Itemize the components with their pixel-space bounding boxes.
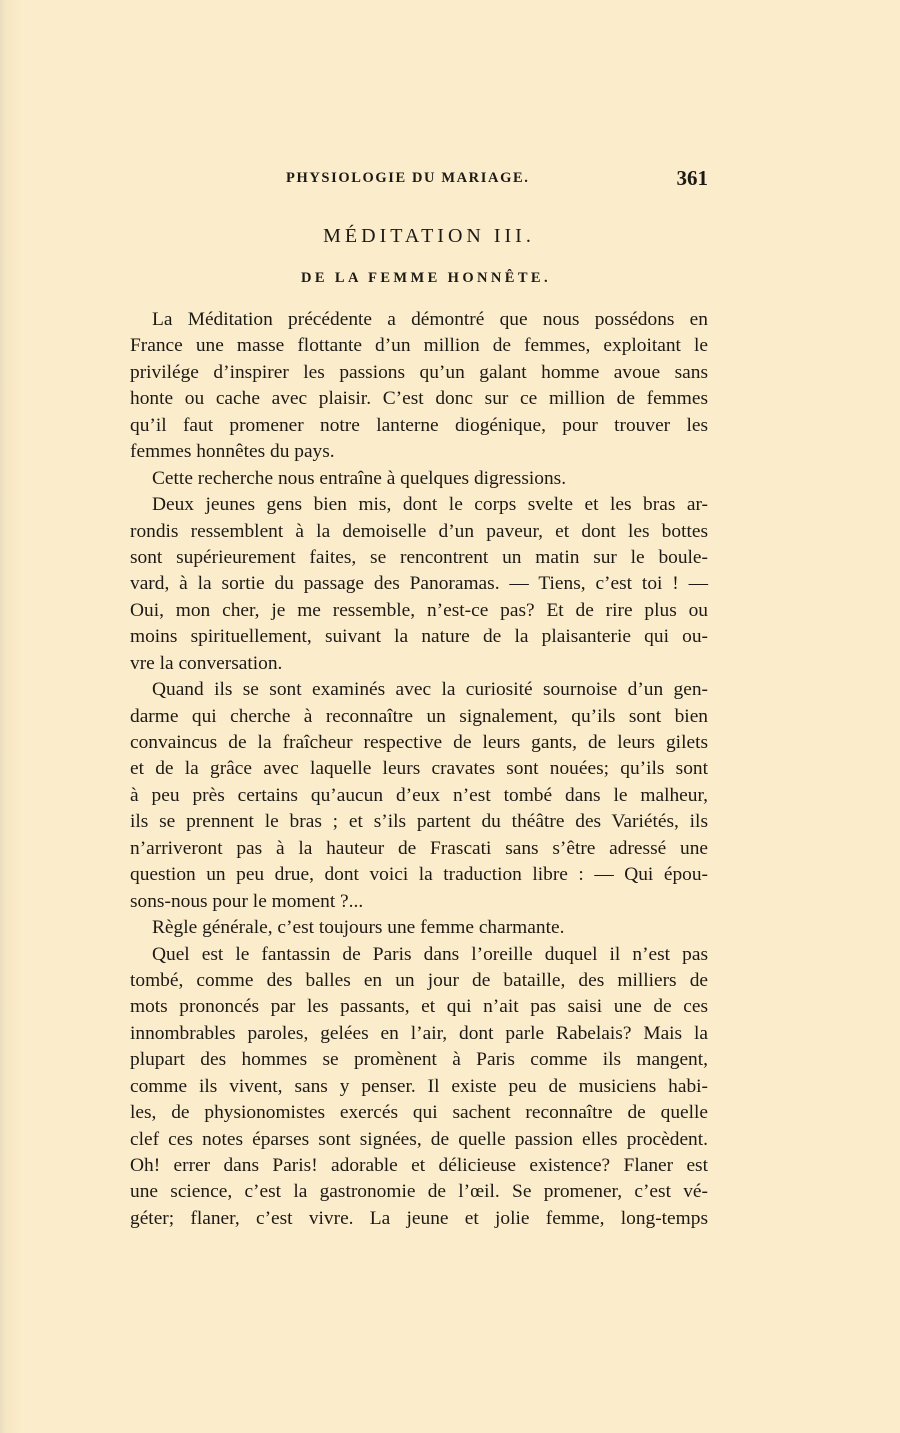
text-line: comme ils vivent, sans y penser. Il existe peu de musiciens habi-: [130, 1075, 708, 1097]
text-line: qu’il faut promener notre lanterne diogénique, pour trouver les: [130, 414, 708, 436]
text-line: sont supérieurement faites, se rencontrent un matin sur le boule-: [130, 546, 708, 568]
text-line: Oui, mon cher, je me ressemble, n’est-ce pas? Et de rire plus ou: [130, 599, 708, 621]
text-line: Cette recherche nous entraîne à quelques digressions.: [152, 467, 567, 489]
text-line: La Méditation précédente a démontré que nous possédons en: [152, 309, 708, 330]
page-binding-edge: [0, 0, 22, 1433]
paragraph: [130, 677, 708, 915]
paragraph: [130, 307, 708, 466]
body-text: [130, 307, 708, 1232]
text-line: Règle générale, c’est toujours une femme charmante.: [152, 917, 565, 939]
text-line: moins spirituellement, suivant la nature de la plaisanterie qui ou-: [130, 626, 708, 648]
text-line: vard, à la sortie du passage des Panoramas. — Tiens, c’est toi ! —: [130, 573, 708, 595]
text-line: et de la grâce avec laquelle leurs cravates sont nouées; qu’ils sont: [130, 758, 708, 780]
text-line: question un peu drue, dont voici la traduction libre : — Qui épou-: [130, 864, 708, 886]
text-line: géter; flaner, c’est vivre. La jeune et jolie femme, long-temps: [130, 1207, 708, 1229]
running-title: PHYSIOLOGIE DU MARIAGE.: [286, 170, 530, 186]
paragraph: [130, 915, 708, 941]
text-line: Deux jeunes gens bien mis, dont le corps svelte et les bras ar-: [152, 494, 708, 516]
text-line: sons-nous pour le moment ?...: [130, 890, 364, 912]
text-line: Quand ils se sont examinés avec la curiosité sournoise d’un gen-: [152, 679, 708, 701]
text-line: innombrables paroles, gelées en l’air, dont parle Rabelais? Mais la: [130, 1022, 708, 1044]
text-line: France une masse flottante d’un million de femmes, exploitant le: [130, 335, 708, 357]
page-number: 361: [676, 166, 708, 190]
text-line: les, de physionomistes exercés qui sachent reconnaître de quelle: [130, 1102, 708, 1124]
paragraph: [130, 942, 708, 1233]
chapter-title: MÉDITATION III.: [323, 225, 535, 247]
text-line: convaincus de la fraîcheur respective de leurs gants, de leurs gilets: [130, 732, 708, 753]
text-line: une science, c’est la gastronomie de l’œil. Se promener, c’est vé-: [130, 1181, 708, 1203]
text-line: tombé, comme des balles en un jour de bataille, des milliers de: [130, 969, 708, 991]
text-line: Quel est le fantassin de Paris dans l’oreille duquel il n’est pas: [152, 943, 708, 965]
text-line: clef ces notes éparses sont signées, de quelle passion elles procèdent.: [130, 1128, 708, 1150]
text-line: à peu près certains qu’aucun d’eux n’est tombé dans le malheur,: [130, 784, 708, 806]
text-line: privilége d’inspirer les passions qu’un galant homme avoue sans: [130, 361, 708, 383]
text-line: honte ou cache avec plaisir. C’est donc sur ce million de femmes: [130, 388, 708, 410]
text-line: plupart des hommes se promènent à Paris comme ils mangent,: [130, 1049, 708, 1071]
text-line: rondis ressemblent à la demoiselle d’un paveur, et dont les bottes: [130, 520, 708, 542]
text-line: vre la conversation.: [130, 652, 283, 674]
paragraph: [130, 492, 708, 677]
text-line: Oh! errer dans Paris! adorable et délicieuse existence? Flaner est: [130, 1155, 708, 1176]
paragraph: [130, 466, 708, 492]
running-head: [130, 166, 708, 190]
text-line: ils se prennent le bras ; et s’ils partent du théâtre des Variétés, ils: [130, 811, 708, 833]
chapter-subtitle: DE LA FEMME HONNÊTE.: [300, 270, 552, 286]
text-line: n’arriveront pas à la hauteur de Frascati sans s’être adressé une: [130, 837, 708, 859]
text-line: mots prononcés par les passants, et qui n’ait pas saisi une de ces: [130, 996, 708, 1018]
text-line: darme qui cherche à reconnaître un signalement, qu’ils sont bien: [130, 705, 708, 727]
text-line: femmes honnêtes du pays.: [130, 441, 335, 463]
